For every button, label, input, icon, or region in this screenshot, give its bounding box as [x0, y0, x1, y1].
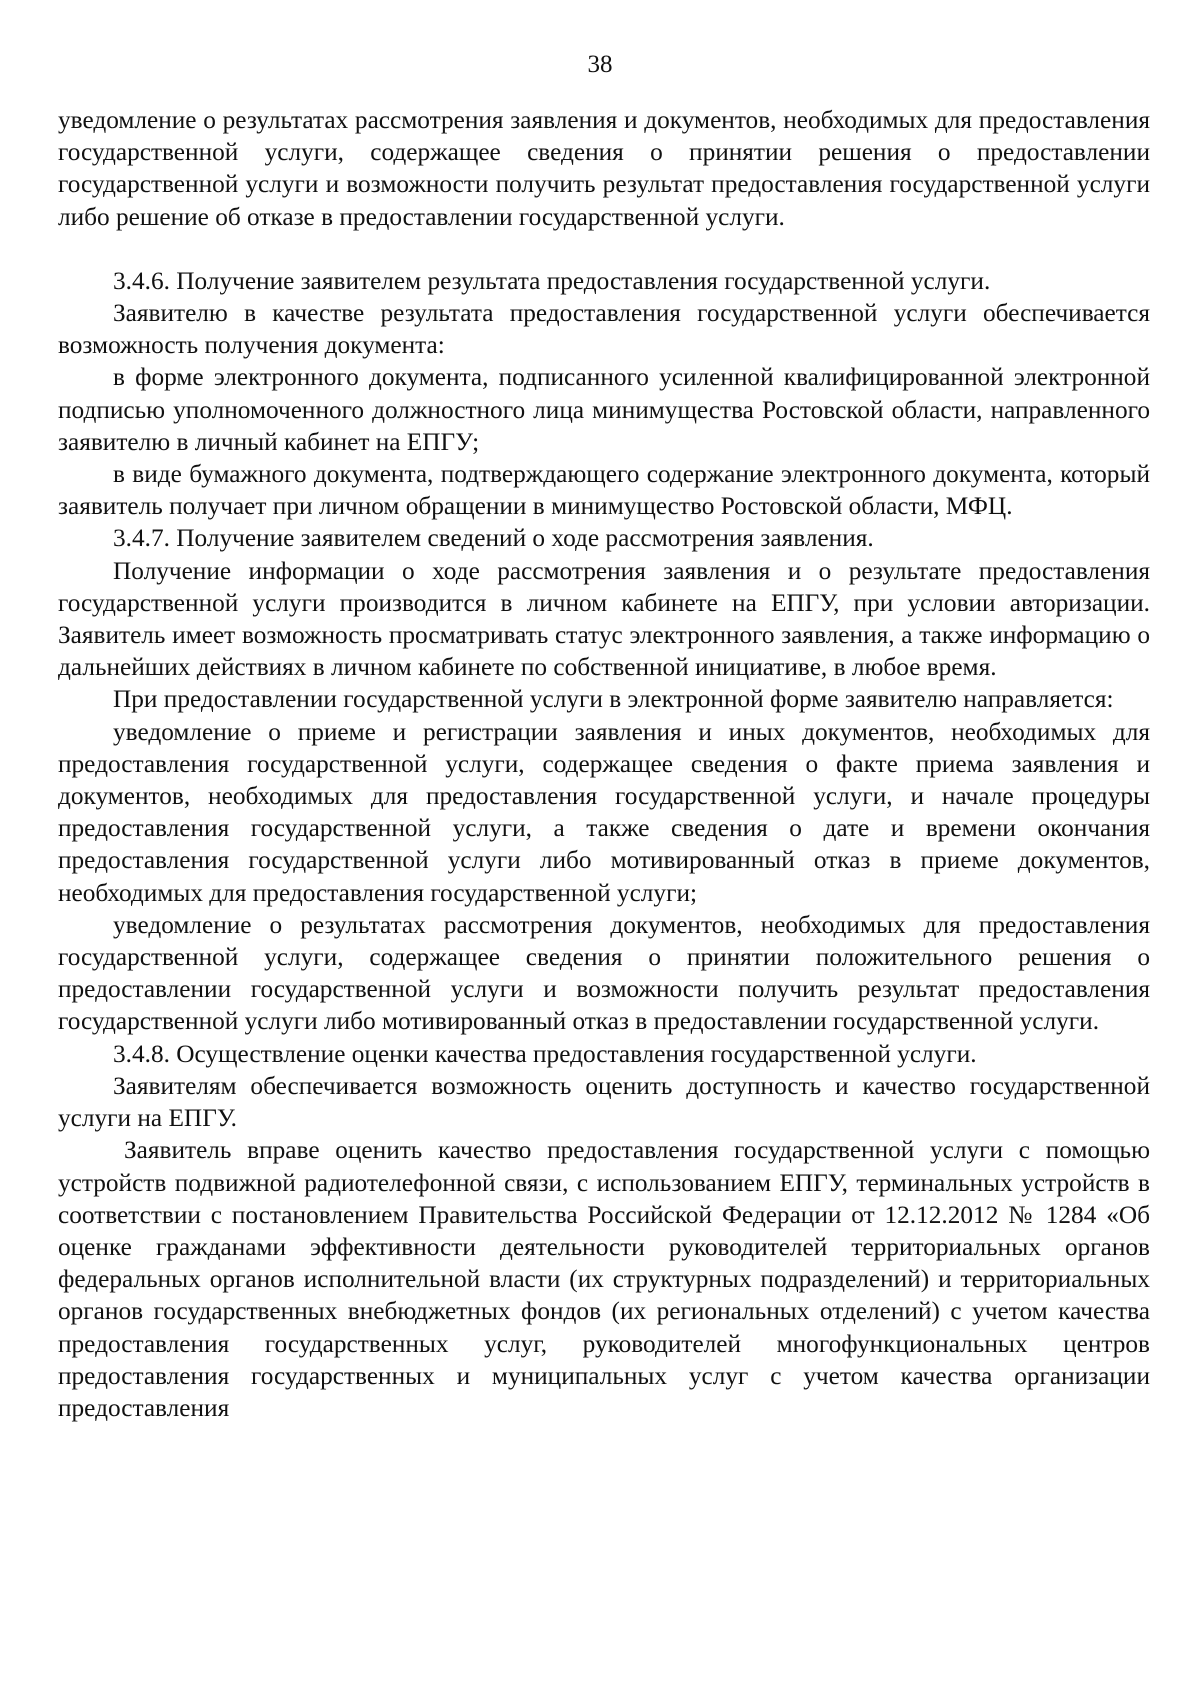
- paragraph-review-result-notification: уведомление о результатах рассмотрения документов, необходимых для предоставления государственной услуги, содержащее сведения о принятии положительного решения о предоставлении государственной услуги и возможности получить результат предоставления государственной услуги либо мотивированный отказ в предоставлении государственной услуги.: [58, 910, 1150, 1036]
- section-heading-3-4-7: 3.4.7. Получение заявителем сведений о ходе рассмотрения заявления.: [113, 524, 874, 553]
- paragraph-notification-result-continued: уведомление о результатах рассмотрения заявления и документов, необходимых для предоставления государственной услуги, содержащее сведения о принятии решения о предоставлении государственной услуги и возможности получить результат предоставления государственной услуги либо решение об отказе в предоставлении государственной услуги.: [58, 106, 1150, 231]
- paragraph-result-document: Заявителю в качестве результата предоставления государственной услуги обеспечивается возможность получения документа:: [58, 299, 1150, 360]
- paragraph-receipt-notification: уведомление о приеме и регистрации заявления и иных документов, необходимых для предоставления государственной услуги, содержащее сведения о факте приема заявления и документов, необходимых для предоставления государственной услуги, и начале процедуры предоставления государственной услуги, а также сведения о дате и времени окончания предоставления государственной услуги либо мотивированный отказ в приеме документов, необходимых для предоставления государственной услуги;: [58, 717, 1150, 907]
- paragraph-quality-rating: Заявителям обеспечивается возможность оценить доступность и качество государственной услуги на ЕПГУ.: [58, 1071, 1150, 1133]
- page-number: 38: [587, 51, 613, 78]
- paragraph-electronic-document: в форме электронного документа, подписанного усиленной квалифицированной электронной подписью уполномоченного должностного лица минимущества Ростовской области, направленного заявителю в личный кабинет на ЕПГУ;: [58, 363, 1150, 456]
- document-body: [58, 104, 1150, 1424]
- paragraph-electronic-form-notices: При предоставлении государственной услуги в электронной форме заявителю направляется:: [113, 685, 1114, 714]
- section-heading-3-4-8: 3.4.8. Осуществление оценки качества предоставления государственной услуги.: [113, 1039, 977, 1068]
- paragraph-quality-rating-devices: Заявитель вправе оценить качество предоставления государственной услуги с помощью устройств подвижной радиотелефонной связи, с использованием ЕПГУ, терминальных устройств в соответствии с постановлением Правительства Российской Федерации от 12.12.2012 № 1284 «Об оценке гражданами эффективности деятельности руководителей территориальных органов федеральных органов исполнительной власти (их структурных подразделений) и территориальных органов государственных внебюджетных фондов (их региональных отделений) с учетом качества предоставления государственных услуг, руководителей многофункциональных центров предоставления государственных и муниципальных услуг с учетом качества организации предоставления: [58, 1136, 1150, 1422]
- section-heading-3-4-6: 3.4.6. Получение заявителем результата предоставления государственной услуги.: [113, 266, 991, 295]
- paragraph-paper-document: в виде бумажного документа, подтверждающего содержание электронного документа, который заявитель получает при личном обращении в минимущество Ростовской области, МФЦ.: [58, 460, 1150, 521]
- paragraph-progress-information: Получение информации о ходе рассмотрения заявления и о результате предоставления государственной услуги производится в личном кабинете на ЕПГУ, при условии авторизации. Заявитель имеет возможность просматривать статус электронного заявления, а также информацию о дальнейших действиях в личном кабинете по собственной инициативе, в любое время.: [58, 556, 1150, 682]
